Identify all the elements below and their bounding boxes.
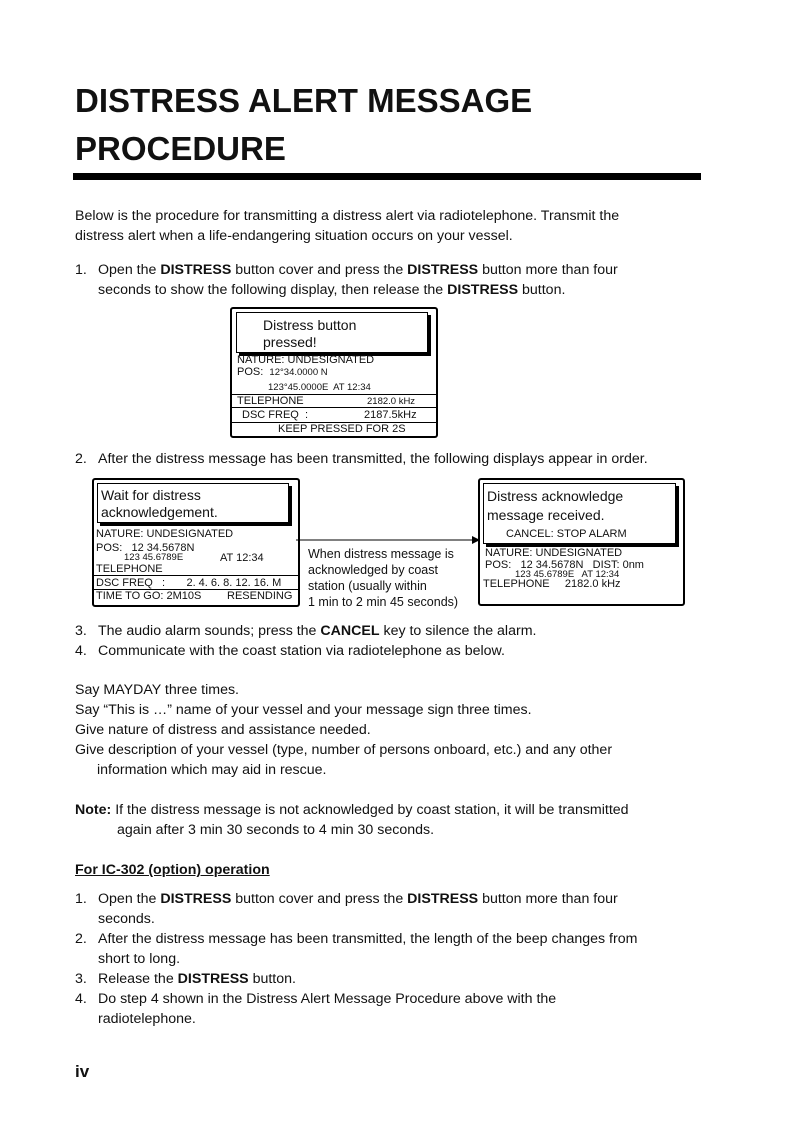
pos-line: POS: 12 34.5678N xyxy=(96,542,195,554)
title-rule xyxy=(73,173,701,180)
intro-paragraph xyxy=(75,206,619,246)
step-4-number: 4. xyxy=(75,643,87,659)
section-heading: For IC-302 (option) operation xyxy=(75,862,270,878)
page-number: iv xyxy=(75,1062,90,1081)
nature-line: NATURE: UNDESIGNATED xyxy=(237,354,375,366)
step-1-line-2: seconds to show the following display, then release the DISTRESS button. xyxy=(98,282,566,298)
lon-line: 123°45.0000E AT 12:34 xyxy=(268,382,371,393)
time-to-go: TIME TO GO: 2M10S xyxy=(96,590,202,602)
step-2-text: After the distress message has been transmitted, the following displays appear in order. xyxy=(98,451,648,467)
cancel-hint: CANCEL: STOP ALARM xyxy=(506,528,627,540)
intro-line-2: distress alert when a life-endangering situation occurs on your vessel. xyxy=(75,228,513,244)
message-box xyxy=(483,483,676,544)
nature-line: NATURE: UNDESIGNATED xyxy=(96,528,234,540)
arrow-note: When distress message is acknowledged by coast station (usually within 1 min to 2 min 45 seconds) xyxy=(308,547,459,609)
nature-line: NATURE: UNDESIGNATED xyxy=(485,547,623,559)
intro-line-1: Below is the procedure for transmitting a distress alert via radiotelephone. Transmit the xyxy=(75,208,620,224)
flow-arrow xyxy=(296,535,480,545)
lon-line: 123 45.6789E xyxy=(124,552,184,563)
dsc-freq-value: 2187.5kHz xyxy=(364,409,417,421)
display-distress-pressed xyxy=(230,307,438,438)
ic302-steps: 1. Open the DISTRESS button cover and press the DISTRESS button more than four seconds. 2. After the distress message has been transmitted, the length of the beep changes from short to long. 3. Release the DISTRESS button. 4. Do step 4 shown in the Distress Alert Message Procedure above with the radiotelephone. xyxy=(75,891,638,1027)
note: Note: If the distress message is not acknowledged by coast station, it will be transmitted again after 3 min 30 seconds to 4 min 30 seconds. xyxy=(75,802,629,838)
steps-3-4 xyxy=(75,621,715,661)
title-line-2: PROCEDURE xyxy=(75,130,286,167)
divider xyxy=(94,575,298,576)
time-line: AT 12:34 xyxy=(220,552,264,564)
dsc-freq-line: DSC FREQ : 2. 4. 6. 8. 12. 16. M xyxy=(96,577,282,589)
telephone-label: TELEPHONE xyxy=(237,395,304,407)
page-title xyxy=(75,77,715,173)
step-1-number: 1. xyxy=(75,262,87,278)
lon-line: 123 45.6789E AT 12:34 xyxy=(515,569,620,580)
ic302-step-3: Release the DISTRESS button. xyxy=(98,971,296,987)
ic302-step-4: Do step 4 shown in the Distress Alert Message Procedure above with the xyxy=(98,991,557,1007)
step-3-number: 3. xyxy=(75,623,87,639)
title-line-1: DISTRESS ALERT MESSAGE xyxy=(75,82,533,119)
message-box xyxy=(236,312,428,353)
keep-pressed-text: KEEP PRESSED FOR 2S xyxy=(278,423,406,435)
pos-line: POS: 12 34.5678N DIST: 0nm xyxy=(485,559,644,571)
step-2-number: 2. xyxy=(75,451,87,467)
dsc-freq-label: DSC FREQ : xyxy=(242,409,309,421)
step-4-text: Communicate with the coast station via radiotelephone as below. xyxy=(98,643,505,659)
step-3-text: The audio alarm sounds; press the CANCEL key to silence the alarm. xyxy=(98,623,537,639)
pos-line: POS: 12°34.0000 N xyxy=(237,366,328,378)
message-text: Distress button pressed! xyxy=(263,317,357,350)
note-label: Note: xyxy=(75,802,112,818)
step-2 xyxy=(75,449,715,469)
display-ack-received xyxy=(478,478,685,606)
step-1 xyxy=(75,260,715,300)
telephone-freq: 2182.0 kHz xyxy=(367,396,416,407)
message-box xyxy=(97,483,289,523)
message-text: Distress acknowledge message received. xyxy=(487,488,624,523)
resending-status: RESENDING xyxy=(227,590,293,602)
ic302-step-2: After the distress message has been transmitted, the length of the beep changes from xyxy=(98,931,638,947)
divider xyxy=(232,407,436,408)
message-text: Wait for distress acknowledgement. xyxy=(101,487,218,520)
ic302-step-1: Open the DISTRESS button cover and press the DISTRESS button more than four xyxy=(98,891,618,907)
display-wait-ack xyxy=(92,478,300,607)
telephone-label: TELEPHONE xyxy=(96,563,163,575)
telephone-line: TELEPHONE 2182.0 kHz xyxy=(483,578,621,590)
step-1-line-1: Open the DISTRESS button cover and press the DISTRESS button more than four xyxy=(98,262,618,278)
radiotelephone-script: Say MAYDAY three times. Say “This is …” name of your vessel and your message sign three times. Give nature of distress and assistance needed. Give description of your vessel (type, number of persons onboard, etc.) and any other information which may aid in rescue. xyxy=(75,682,613,778)
